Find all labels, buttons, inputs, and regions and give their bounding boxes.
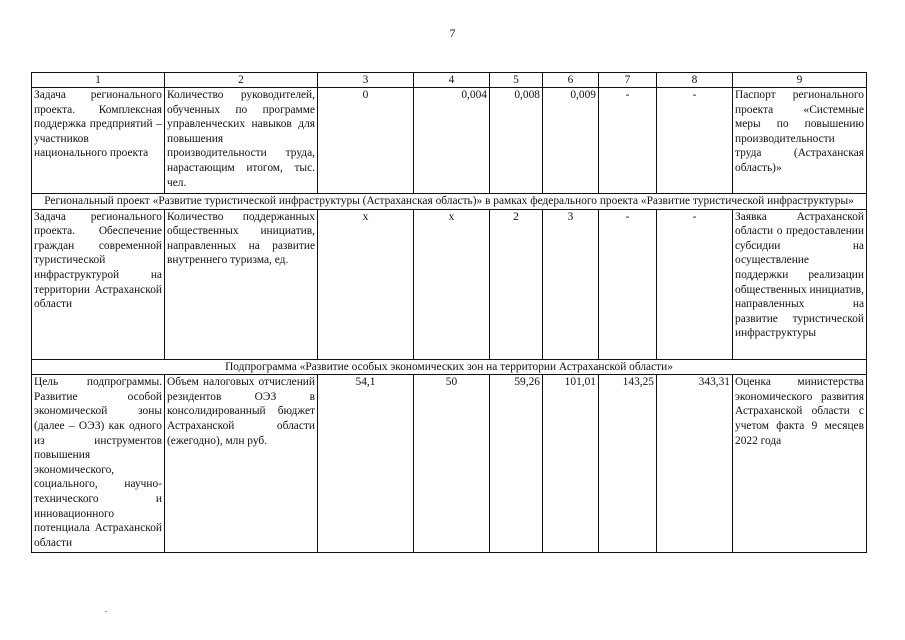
section-title: Подпрограмма «Развитие особых экономических зон на территории Астраханской области»	[32, 359, 867, 375]
section-header-row	[32, 194, 867, 210]
value-cell: 2	[490, 209, 543, 359]
source-cell: Заявка Астраханской области о предоставлении субсидии на осуществление поддержки реализации общественных инициатив, направленных на развитие туристической инфраструктуры	[733, 209, 867, 359]
value-cell: х	[414, 209, 490, 359]
value-cell: 50	[414, 375, 490, 553]
value-cell: 0,008	[490, 88, 543, 194]
indicator-cell: Количество поддержанных общественных инициатив, направленных на развитие внутреннего туризма, ед.	[165, 209, 318, 359]
column-number-6: 6	[543, 73, 599, 88]
value-cell: 101,01	[543, 375, 599, 553]
column-header-row	[32, 73, 867, 88]
source-cell: Оценка министерства экономического развития Астраханской области с учетом факта 9 месяцев 2022 года	[733, 375, 867, 553]
column-number-7: 7	[599, 73, 657, 88]
column-number-2: 2	[165, 73, 318, 88]
indicators-table	[31, 72, 867, 553]
column-number-9: 9	[733, 73, 867, 88]
table-row	[32, 88, 867, 194]
section-title: Региональный проект «Развитие туристической инфраструктуры (Астраханская область)» в рамках федерального проекта «Развитие туристической инфраструктуры»	[32, 194, 867, 210]
page-number: 7	[449, 26, 456, 40]
indicator-cell: Количество руководителей, обученных по программе управленческих навыков для повышения производительности труда, нарастающим итогом, тыс. чел.	[165, 88, 318, 194]
value-cell: 3	[543, 209, 599, 359]
goal-cell: Задача регионального проекта. Комплексная поддержка предприятий – участников национального проекта	[32, 88, 165, 194]
source-cell: Паспорт регионального проекта «Системные меры по повышению производительности труда (Астраханская область)»	[733, 88, 867, 194]
value-cell: х	[318, 209, 414, 359]
value-cell: 0	[318, 88, 414, 194]
scan-speck	[105, 611, 107, 612]
column-number-3: 3	[318, 73, 414, 88]
value-cell: 143,25	[599, 375, 657, 553]
column-number-1: 1	[32, 73, 165, 88]
column-number-8: 8	[657, 73, 733, 88]
goal-cell: Задача регионального проекта. Обеспечение граждан современной туристической инфраструктурой на территории Астраханской области	[32, 209, 165, 359]
table-row	[32, 375, 867, 553]
value-cell: -	[599, 88, 657, 194]
column-number-5: 5	[490, 73, 543, 88]
value-cell: 54,1	[318, 375, 414, 553]
value-cell: -	[657, 88, 733, 194]
section-header-row	[32, 359, 867, 375]
goal-cell: Цель подпрограммы. Развитие особой экономической зоны (далее – ОЭЗ) как одного из инструментов повышения экономического, социального, научно-технического и инновационного потенциала Астраханской области	[32, 375, 165, 553]
column-number-4: 4	[414, 73, 490, 88]
value-cell: -	[657, 209, 733, 359]
value-cell: 0,004	[414, 88, 490, 194]
value-cell: -	[599, 209, 657, 359]
indicator-cell: Объем налоговых отчислений резидентов ОЭЗ в консолидированный бюджет Астраханской области (ежегодно), млн руб.	[165, 375, 318, 553]
value-cell: 343,31	[657, 375, 733, 553]
value-cell: 0,009	[543, 88, 599, 194]
table-row	[32, 209, 867, 359]
value-cell: 59,26	[490, 375, 543, 553]
